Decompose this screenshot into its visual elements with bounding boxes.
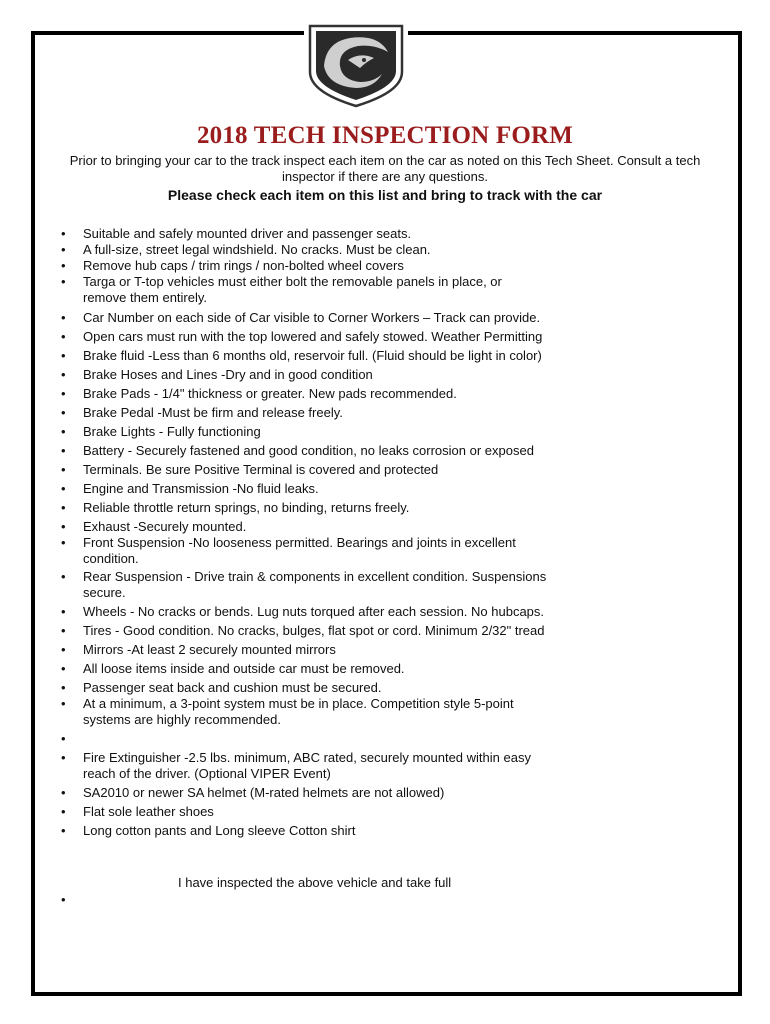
list-item: • Car Number on each side of Car visible to Corner Workers – Track can provide. (58, 310, 618, 326)
list-item: • Tires - Good condition. No cracks, bulges, flat spot or cord. Minimum 2/32" tread (58, 623, 618, 639)
form-title: 2018 TECH INSPECTION FORM (196, 122, 574, 149)
bullet-icon: • (61, 892, 66, 907)
list-item: • A full-size, street legal windshield. No cracks. Must be clean. (58, 242, 618, 258)
list-item: • Battery - Securely fastened and good condition, no leaks corrosion or exposed (58, 443, 618, 459)
list-item: • Remove hub caps / trim rings / non-bolted wheel covers (58, 258, 618, 274)
list-item: • Brake Pads - 1/4" thickness or greater. New pads recommended. (58, 386, 618, 402)
list-item: • Mirrors -At least 2 securely mounted mirrors (58, 642, 618, 658)
list-item: • Brake Lights - Fully functioning (58, 424, 618, 440)
list-item: • SA2010 or newer SA helmet (M-rated helmets are not allowed) (58, 785, 618, 801)
list-item: • Wheels - No cracks or bends. Lug nuts torqued after each session. No hubcaps. (58, 604, 618, 620)
list-item: • Brake Pedal -Must be firm and release freely. (58, 405, 618, 421)
viper-logo (304, 22, 408, 108)
inspection-statement: I have inspected the above vehicle and take full (178, 875, 452, 890)
list-item: • Brake Hoses and Lines -Dry and in good condition (58, 367, 618, 383)
checklist (58, 226, 618, 839)
list-item: • Targa or T-top vehicles must either bolt the removable panels in place, or remove them entirely. (58, 274, 618, 306)
instruction-heading: Please check each item on this list and bring to track with the car (167, 187, 603, 203)
list-item: • Exhaust -Securely mounted. (58, 519, 618, 535)
list-item: • Open cars must run with the top lowered and safely stowed. Weather Permitting (58, 329, 618, 345)
list-item: • At a minimum, a 3-point system must be in place. Competition style 5-point systems are highly recommended. (58, 696, 618, 728)
list-item: • Suitable and safely mounted driver and passenger seats. (58, 226, 618, 242)
list-item: • Front Suspension -No looseness permitted. Bearings and joints in excellent condition. (58, 535, 618, 567)
list-item: • Flat sole leather shoes (58, 804, 618, 820)
list-item: • Terminals. Be sure Positive Terminal is covered and protected (58, 462, 618, 478)
list-item: • Rear Suspension - Drive train & components in excellent condition. Suspensions secure. (58, 569, 618, 601)
list-item: • Long cotton pants and Long sleeve Cotton shirt (58, 823, 618, 839)
list-item: • Passenger seat back and cushion must be secured. (58, 680, 618, 696)
list-item: • Fire Extinguisher -2.5 lbs. minimum, ABC rated, securely mounted within easy reach of the driver. (Optional VIPER Event) (58, 750, 618, 782)
list-item: • All loose items inside and outside car must be removed. (58, 661, 618, 677)
intro-text: Prior to bringing your car to the track inspect each item on the car as noted on this Tech Sheet. Consult a tech inspector if there are any questions. (69, 153, 701, 184)
list-item: • Brake fluid -Less than 6 months old, reservoir full. (Fluid should be light in color) (58, 348, 618, 364)
list-item: • Reliable throttle return springs, no binding, returns freely. (58, 500, 618, 516)
list-item: • Engine and Transmission -No fluid leaks. (58, 481, 618, 497)
list-item (58, 731, 618, 747)
